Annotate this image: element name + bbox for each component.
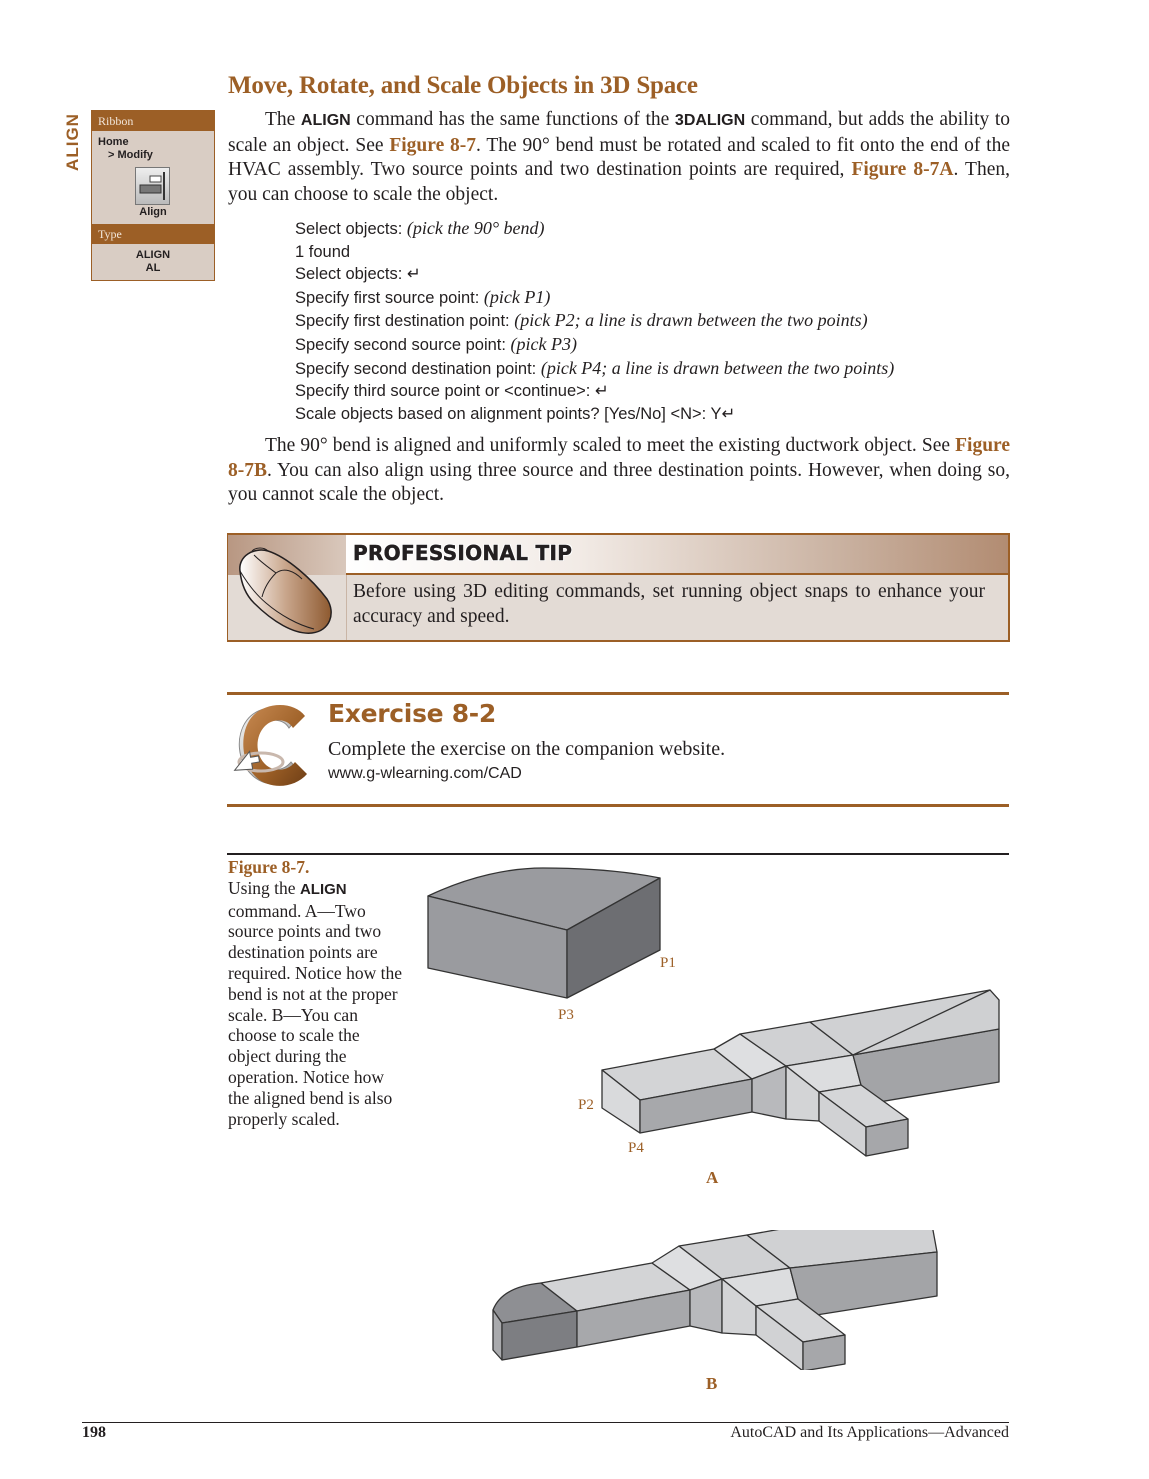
- book-title: AutoCAD and Its Applications—Advanced: [730, 1424, 1009, 1441]
- command-sequence: [295, 217, 894, 425]
- exercise-url-link[interactable]: www.g-wlearning.com/CAD: [328, 765, 522, 782]
- command-line: Specify second source point: (pick P3): [295, 333, 578, 354]
- ribbon-path: [92, 131, 214, 162]
- result-paragraph: The 90° bend is aligned and uniformly scaled to meet the existing ductwork object. See Figure 8-7B. You can also align using three source and three destination points. However, when doing so, you cannot scale the object.: [228, 435, 1010, 505]
- section-heading: Move, Rotate, and Scale Objects in 3D Space: [228, 72, 698, 99]
- type-header: Type: [92, 224, 214, 244]
- page-number: 198: [82, 1424, 106, 1441]
- figure-title: Figure 8-7.: [228, 857, 310, 877]
- figure-label-b: B: [706, 1374, 718, 1393]
- type-alias: AL: [145, 262, 161, 274]
- command-line: Specify first destination point: (pick P2; a line is drawn between the two points): [295, 310, 868, 331]
- point-label-p1: P1: [660, 955, 676, 971]
- intro-paragraph: The ALIGN command has the same functions of the 3DALIGN command, but adds the ability to scale an object. See Figure 8-7. The 90° bend must be rotated and scaled to fit onto the end of the HVAC assembly. Two source points and two destination points are required, Figure 8-7A. Then, you can choose to scale the object.: [228, 109, 1010, 205]
- figure-reference-link[interactable]: Figure 8-7A: [851, 159, 954, 180]
- align-button-label: Align: [139, 206, 167, 218]
- ribbon-panel: > Modify: [108, 149, 153, 161]
- figure-a-drawing: [420, 860, 1020, 1180]
- exercise-title: Exercise 8-2: [328, 699, 496, 728]
- command-side-tab: [64, 108, 88, 178]
- type-command: ALIGN: [135, 249, 171, 261]
- command-access-box: [91, 110, 215, 281]
- figure-caption: Figure 8-7. Using the ALIGN command. A—Two source points and two destination points are required. Notice how the bend is not at the proper scale. B—You can choose to scale the object during the operation. Notice how the aligned bend is also properly scaled.: [228, 857, 406, 1129]
- exercise-top-rule: [227, 692, 1009, 695]
- command-line: Specify third source point or <continue>: ↵: [295, 382, 609, 401]
- tip-text: Before using 3D editing commands, set running object snaps to enhance your accuracy and speed.: [353, 581, 985, 627]
- command-line: Scale objects based on alignment points? [Yes/No] <N>: Y↵: [295, 404, 736, 423]
- professional-tip-box: [227, 533, 1010, 642]
- companion-c-icon[interactable]: [227, 700, 322, 792]
- command-line: 1 found: [295, 242, 351, 261]
- point-label-p4: P4: [628, 1140, 644, 1156]
- command-line: Specify first source point: (pick P1): [295, 286, 551, 307]
- command-line: Specify second destination point: (pick P4; a line is drawn between the two points): [295, 357, 895, 378]
- command-line: Select objects: ↵: [295, 265, 421, 284]
- tip-title: PROFESSIONAL TIP: [353, 541, 573, 565]
- figure-top-rule: [227, 853, 1009, 855]
- ribbon-header: Ribbon: [92, 111, 214, 131]
- exercise-text: Complete the exercise on the companion website.: [328, 738, 726, 760]
- footer-rule: [82, 1422, 1009, 1423]
- command-name: 3DALIGN: [674, 112, 746, 129]
- mouse-icon: [232, 541, 342, 636]
- figure-label-a: A: [706, 1168, 719, 1187]
- ribbon-tab: Home: [98, 136, 129, 148]
- figure-reference-link[interactable]: Figure 8-7: [389, 134, 477, 156]
- point-label-p2: P2: [578, 1097, 594, 1113]
- command-name: ALIGN: [300, 112, 351, 129]
- command-line: Select objects: (pick the 90° bend): [295, 218, 545, 238]
- align-icon: [136, 168, 169, 204]
- exercise-bottom-rule: [227, 804, 1009, 807]
- side-tab-label: ALIGN: [62, 113, 82, 171]
- figure-reference-link[interactable]: Figure 8-7B: [228, 435, 1010, 481]
- point-label-p3: P3: [558, 1007, 574, 1023]
- align-ribbon-button[interactable]: [135, 167, 170, 205]
- figure-b-drawing: [480, 1230, 960, 1370]
